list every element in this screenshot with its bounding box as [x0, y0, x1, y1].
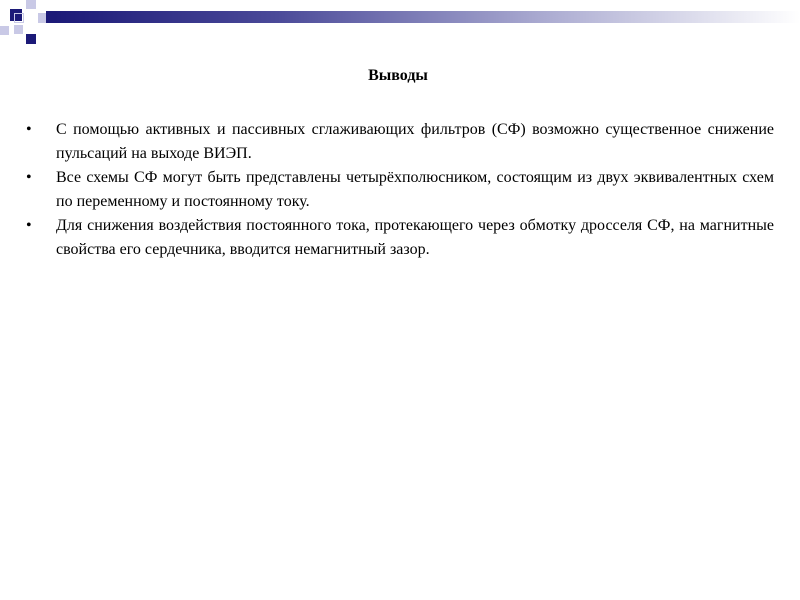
list-item	[22, 118, 774, 166]
decor-square	[46, 11, 54, 23]
slide-content	[22, 62, 774, 262]
bullet-icon: •	[26, 217, 32, 234]
decor-square	[14, 25, 23, 34]
decor-square	[0, 26, 9, 35]
slide-header-decoration	[0, 0, 800, 50]
list-item	[22, 214, 774, 262]
bullet-icon: •	[26, 169, 32, 186]
header-gradient-bar	[54, 11, 800, 23]
bullet-text: С помощью активных и пассивных сглаживающих фильтров (СФ) возможно существенное снижение пульсаций на выходе ВИЭП.	[56, 121, 774, 162]
bullet-text: Для снижения воздействия постоянного тока, протекающего через обмотку дросселя СФ, на магнитные свойства его сердечника, вводится немагнитный зазор.	[56, 217, 774, 258]
bullet-text: Все схемы СФ могут быть представлены четырёхполюсником, состоящим из двух эквивалентных схем по переменному и постоянному току.	[56, 169, 774, 210]
decor-square-outline	[14, 13, 24, 23]
slide-title: Выводы	[368, 67, 428, 84]
bullet-list	[22, 118, 774, 262]
decor-square	[26, 0, 36, 9]
list-item	[22, 166, 774, 214]
decor-square	[26, 34, 36, 44]
bullet-icon: •	[26, 121, 32, 138]
